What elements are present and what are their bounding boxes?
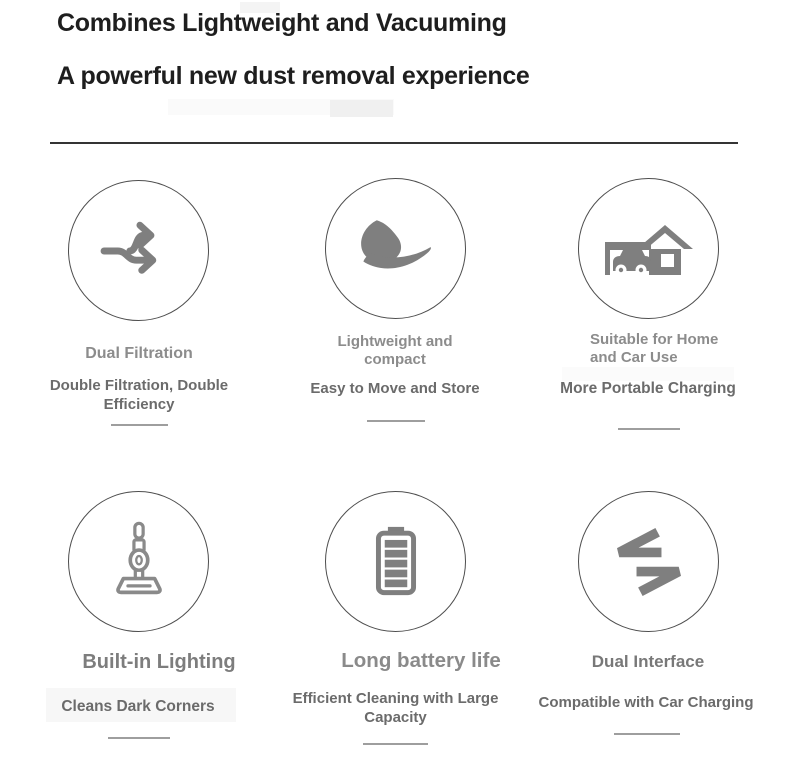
feature-title: Lightweight and compact	[337, 333, 453, 369]
house-car-icon	[591, 199, 707, 299]
feature-title: Dual Filtration	[85, 345, 193, 362]
swap-arrows-icon	[601, 514, 697, 610]
feature-subtitle: More Portable Charging	[560, 380, 736, 397]
feature-subtitle: Compatible with Car Charging	[538, 694, 754, 711]
feature-icon-circle	[578, 178, 719, 319]
header-divider	[50, 142, 738, 144]
feature-icon-circle	[325, 178, 466, 319]
split-arrows-icon	[93, 205, 185, 297]
feature-underline	[111, 424, 168, 426]
page-title-line2: A powerful new dust removal experience	[57, 62, 530, 90]
feature-icon-circle	[68, 491, 209, 632]
page-title-line1: Combines Lightweight and Vacuuming	[57, 9, 507, 37]
feature-underline	[614, 733, 680, 735]
feature-subtitle: Easy to Move and Store	[310, 380, 480, 397]
watermark-artifact	[330, 100, 393, 117]
feature-underline	[363, 743, 428, 745]
feature-icon-circle	[578, 491, 719, 632]
feather-icon	[348, 201, 444, 297]
feature-underline	[108, 737, 170, 739]
feature-icon-circle	[325, 491, 466, 632]
feature-title: Suitable for Home and Car Use	[590, 331, 719, 367]
feature-icon-circle	[68, 180, 209, 321]
feature-subtitle: Double Filtration, Double Efficiency	[49, 377, 229, 413]
feature-underline	[367, 420, 425, 422]
feature-title: Long battery life	[341, 649, 501, 672]
feature-subtitle: Cleans Dark Corners	[61, 698, 215, 715]
feature-title: Dual Interface	[591, 652, 705, 671]
feature-subtitle: Efficient Cleaning with Large Capacity	[292, 690, 499, 726]
stick-vacuum-icon	[93, 516, 185, 608]
feature-underline	[618, 428, 680, 430]
feature-title: Built-in Lighting	[82, 651, 236, 673]
battery-icon	[351, 517, 441, 607]
